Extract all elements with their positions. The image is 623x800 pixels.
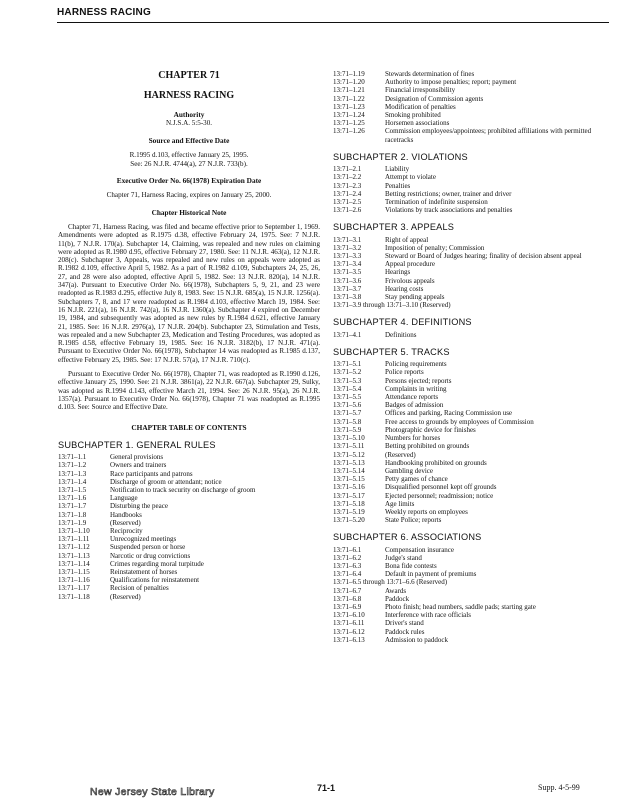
toc-entry (333, 95, 609, 103)
toc-entry (333, 103, 609, 111)
toc-entry (58, 584, 320, 592)
toc-entry (333, 127, 609, 143)
toc-entry (333, 483, 609, 491)
toc-entry (333, 587, 609, 595)
toc-entry (333, 119, 609, 127)
section-number: 13:71–5.13 (333, 458, 365, 467)
authority-text: N.J.S.A. 5:5-30. (165, 118, 213, 127)
section-number: 13:71–1.3 (58, 469, 87, 478)
section-number: 13:71–5.16 (333, 483, 365, 492)
toc-entry (333, 508, 609, 516)
source-line-1: R.1995 d.103, effective January 25, 1995. (129, 151, 249, 160)
section-number: 13:71–5.12 (333, 450, 365, 459)
section-number: 13:71–1.23 (333, 102, 365, 111)
section-title: Frivolous appeals (385, 276, 435, 285)
toc-entry (333, 401, 609, 409)
section-number: 13:71–3.2 (333, 243, 362, 252)
section-title: Crimes regarding moral turpitude (110, 559, 204, 568)
toc-entry (333, 492, 609, 500)
toc-entry (333, 451, 609, 459)
page-number: 71-1 (317, 783, 336, 793)
toc-entry (333, 190, 609, 198)
subchapter-4-list (333, 331, 609, 339)
section-number: 13:71–2.6 (333, 206, 362, 215)
section-title: Police reports (385, 368, 424, 377)
section-number: 13:71–5.1 (333, 360, 362, 369)
section-title: Driver's stand (385, 619, 424, 628)
section-number: 13:71–5.7 (333, 409, 362, 418)
section-number: 13:71–5.2 (333, 368, 362, 377)
toc-entry (333, 434, 609, 442)
toc-entry (58, 478, 320, 486)
section-title: Stay pending appeals (385, 293, 445, 302)
toc-entry (333, 619, 609, 627)
section-title: Photo finish; head numbers, saddle pads; starting gate (385, 603, 536, 612)
history-label: Chapter Historical Note (151, 207, 227, 217)
section-number: 13:71–1.21 (333, 86, 365, 95)
section-title: Right of appeal (385, 235, 429, 244)
section-number: 13:71–1.25 (333, 119, 365, 128)
toc-entry (58, 543, 320, 551)
section-number: 13:71–3.7 (333, 284, 362, 293)
toc-entry (333, 636, 609, 644)
toc-entry (58, 461, 320, 469)
section-number: 13:71–5.8 (333, 417, 362, 426)
section-number: 13:71–3.6 (333, 276, 362, 285)
toc-entry (333, 442, 609, 450)
section-title: General provisions (110, 453, 164, 462)
toc-entry (58, 502, 320, 510)
section-number: 13:71–5.20 (333, 516, 365, 525)
section-title: Disturbing the peace (110, 502, 168, 511)
section-title: Authority to impose penalties; report; payment (385, 78, 517, 87)
source-line-2: See: 26 N.J.R. 4744(a), 27 N.J.R. 733(b). (130, 159, 248, 168)
history-paragraph-2: Pursuant to Executive Order No. 66(1978), Chapter 71, was readopted as R.1990 d.126, effective January 25, 1990. See: 21 N.J.R. 3861(a), 22 N.J.R. 667(a). Subchapter 29, Sulky, was adopted as R.1994 d.143, effective March 21, 1994. See: 26 N.J.R. 95(a), 26 N.J.R. 1357(a). Pursuant to Executive Order No. 66(1978), Chapter 71 was readopted as R.1995 d.103. See: Source and Effective Date. (58, 370, 320, 412)
library-watermark: New Jersey State Library (90, 786, 215, 798)
section-title: Suspended person or horse (110, 543, 186, 552)
toc-entry (333, 562, 609, 570)
section-title: Language (110, 494, 138, 503)
section-number: 13:71–1.19 (333, 70, 365, 78)
section-title: Admission to paddock (385, 635, 448, 644)
section-title: Attendance reports (385, 393, 439, 402)
section-number: 13:71–1.4 (58, 477, 87, 486)
section-number: 13:71–3.8 (333, 293, 362, 302)
section-number: 13:71–1.1 (58, 453, 87, 462)
section-number: 13:71–1.26 (333, 127, 365, 136)
section-number: 13:71–1.20 (333, 78, 365, 87)
section-number: 13:71–6.2 (333, 553, 362, 562)
section-title: Offices and parking, Racing Commission use (385, 409, 513, 418)
section-number: 13:71–5.17 (333, 491, 365, 500)
exec-order-text: Chapter 71, Harness Racing, expires on January 25, 2000. (106, 191, 272, 200)
subchapter-1-list (58, 453, 320, 601)
section-title: Notification to track security on discharge of groom (110, 485, 256, 494)
section-number: 13:71–1.22 (333, 94, 365, 103)
subchapter-2-heading: SUBCHAPTER 2. VIOLATIONS (333, 151, 468, 162)
section-number: 13:71–6.10 (333, 611, 365, 620)
section-title: Qualifications for reinstatement (110, 576, 200, 585)
supplement-date: Supp. 4-5-99 (538, 783, 580, 792)
section-number: 13:71–1.2 (58, 461, 87, 470)
toc-entry (333, 516, 609, 524)
toc-entry (333, 426, 609, 434)
toc-entry (333, 277, 609, 285)
section-title: Penalties (385, 181, 411, 190)
toc-entry (333, 78, 609, 86)
subchapter-6-heading: SUBCHAPTER 6. ASSOCIATIONS (333, 532, 482, 543)
section-title: Commission employees/appointees; prohibited affiliations with permitted racetracks (385, 127, 592, 144)
toc-entry (333, 111, 609, 119)
right-column (333, 70, 609, 644)
section-number: 13:71–1.17 (58, 584, 90, 593)
section-title: Numbers for horses (385, 434, 441, 443)
section-number: 13:71–5.11 (333, 442, 365, 451)
toc-entry (333, 459, 609, 467)
section-number: 13:71–5.3 (333, 376, 362, 385)
subchapter-3-reserved-range: 13:71–3.9 through 13:71–3.10 (Reserved) (333, 301, 451, 310)
subchapter-6-reserved-range: 13:71–6.5 through 13:71–6.6 (Reserved) (333, 578, 448, 587)
toc-entry (333, 198, 609, 206)
section-number: 13:71–2.5 (333, 197, 362, 206)
section-title: Judge's stand (385, 553, 422, 562)
section-title: Free access to grounds by employees of Commission (385, 417, 534, 426)
section-title: Steward or Board of Judges hearing; finality of decision absent appeal (385, 252, 582, 261)
toc-entry (333, 252, 609, 260)
section-number: 13:71–2.4 (333, 189, 362, 198)
toc-entry (58, 511, 320, 519)
section-title: Discharge of groom or attendant; notice (110, 477, 222, 486)
running-head: HARNESS RACING (57, 7, 151, 18)
subchapter-1-heading: SUBCHAPTER 1. GENERAL RULES (58, 439, 216, 450)
section-title: Financial irresponsibility (385, 86, 456, 95)
section-title: Modification of penalties (385, 102, 456, 111)
section-number: 13:71–5.6 (333, 401, 362, 410)
source-label: Source and Effective Date (148, 136, 230, 146)
section-title: Compensation insurance (385, 545, 455, 554)
section-number: 13:71–2.1 (333, 165, 362, 174)
section-title: Narcotic or drug convictions (110, 551, 191, 560)
section-title: Handbooks (110, 510, 142, 519)
section-number: 13:71–1.10 (58, 526, 90, 535)
toc-entry (333, 467, 609, 475)
toc-entry (333, 546, 609, 554)
section-number: 13:71–1.8 (58, 510, 87, 519)
toc-entry (333, 236, 609, 244)
section-title: Ejected personnel; readmission; notice (385, 491, 494, 500)
section-number: 13:71–1.13 (58, 551, 90, 560)
toc-entry (333, 611, 609, 619)
section-title: Stewards determination of fines (385, 70, 475, 78)
section-number: 13:71–2.2 (333, 173, 362, 182)
section-number: 13:71–3.3 (333, 252, 362, 261)
section-title: Appeal procedure (385, 260, 435, 269)
section-title: Owners and trainers (110, 461, 167, 470)
section-title: Violations by track associations and penalties (385, 206, 513, 215)
section-title: Hearings (385, 268, 411, 277)
chapter-title: HARNESS RACING (143, 90, 235, 102)
section-title: Disqualified personnel kept off grounds (385, 483, 497, 492)
section-title: Betting restrictions; owner, trainer and driver (385, 189, 512, 198)
section-number: 13:71–6.8 (333, 594, 362, 603)
section-title: Unrecognized meetings (110, 535, 177, 544)
section-number: 13:71–5.10 (333, 434, 365, 443)
section-number: 13:71–5.4 (333, 384, 362, 393)
section-title: Photographic device for finishes (385, 425, 476, 434)
toc-entry (58, 519, 320, 527)
section-number: 13:71–1.9 (58, 518, 87, 527)
section-number: 13:71–1.5 (58, 485, 87, 494)
section-number: 13:71–1.11 (58, 535, 90, 544)
toc-entry (333, 475, 609, 483)
toc-entry (333, 500, 609, 508)
toc-entry (333, 628, 609, 636)
section-title: Handbooking prohibited on grounds (385, 458, 487, 467)
section-title: Reciprocity (110, 526, 143, 535)
toc-entry (58, 576, 320, 584)
toc-entry (58, 486, 320, 494)
toc-entry (333, 268, 609, 276)
toc-entry (333, 603, 609, 611)
toc-entry (333, 418, 609, 426)
section-number: 13:71–1.24 (333, 111, 365, 120)
section-number: 13:71–1.16 (58, 576, 90, 585)
section-title: Bona fide contests (385, 562, 437, 571)
subchapter-5-list (333, 360, 609, 524)
subchapter-5-heading: SUBCHAPTER 5. TRACKS (333, 346, 450, 357)
toc-entry (333, 385, 609, 393)
toc-entry (58, 494, 320, 502)
section-title: Badges of admission (385, 401, 444, 410)
toc-entry (333, 368, 609, 376)
section-title: Policing requirements (385, 360, 447, 369)
section-number: 13:71–1.14 (58, 559, 90, 568)
history-paragraph-1: Chapter 71, Harness Racing, was filed and became effective prior to September 1, 1969. Amendments were adopted as R.1975 d.38, effective February 24, 1975. See: 7 N.J.R. 11(b), 7 N.J.R. 170(a). Subchapter 14, Claiming, was repealed and new rules on claiming were adopted as R.1980 d.95, effective February 27, 1980. See: 11 N.J.R. 463(a), 12 N.J.R. 208(c). Subchapter 3, Appeals, was repealed and new rules on appeals were adopted as R.1982 d.109, effective April 5, 1982. As a part of R.1982 d.109, Subchapters 24, 25, 26, 27, and 28 were also adopted, effective April 5, 1982. See: 13 N.J.R. 820(a), 14 N.J.R. 347(a). Pursuant to Executive Order No. 66(1978), Subchapters 5, 9, 21, and 23 were readopted as R.1983 d.295, effective July 8, 1983. See: 15 N.J.R. 685(a), 15 N.J.R. 1256(a). Subchapters 7, 8, and 17 were readopted as R.1984 d.103, effective March 19, 1984. See: 16 N.J.R. 221(a), 16 N.J.R. 742(a), 16 N.J.R. 1360(a). Subchapter 4 expired on December 19, 1984, and subsequently was adopted as new rules by R.1984 d.621, effective January 21, 1985. See: 16 N.J.R. 2976(a), 17 N.J.R. 204(b). Subchapter 23, Stimulation and Tests, was repealed and a new Subchapter 23, Medication and Testing Procedures, was adopted as R.1985 d.58, effective February 19, 1985. See: 16 N.J.R. 3182(b), 17 N.J.R. 471(a). Pursuant to Executive Order No. 66(1978), Subchapter 14 was readopted as R.1985 d.137, effective February 25, 1985. See: 17 N.J.R. 57(a), 17 N.J.R. 710(c). (58, 222, 320, 364)
section-number: 13:71–5.15 (333, 475, 365, 484)
section-number: 13:71–6.1 (333, 545, 362, 554)
section-number: 13:71–5.19 (333, 507, 365, 516)
section-number: 13:71–3.1 (333, 235, 362, 244)
section-title: Interference with race officials (385, 611, 471, 620)
toc-entry (333, 285, 609, 293)
section-title: Awards (385, 586, 407, 595)
subchapter-2-list (333, 165, 609, 214)
section-title: Age limits (385, 499, 415, 508)
toc-entry (58, 527, 320, 535)
toc-entry (333, 554, 609, 562)
toc-entry (58, 593, 320, 601)
section-title: (Reserved) (385, 450, 416, 459)
section-title: (Reserved) (110, 592, 141, 601)
section-number: 13:71–6.9 (333, 603, 362, 612)
section-title: Designation of Commission agents (385, 94, 484, 103)
section-number: 13:71–4.1 (333, 330, 362, 339)
toc-entry (58, 535, 320, 543)
section-title: State Police; reports (385, 516, 442, 525)
toc-entry (333, 173, 609, 181)
section-number: 13:71–5.18 (333, 499, 365, 508)
toc-entry (58, 560, 320, 568)
subchapter-6-list-continued (333, 587, 609, 644)
section-title: Definitions (385, 330, 417, 339)
chapter-number: CHAPTER 71 (158, 70, 220, 81)
section-number: 13:71–5.14 (333, 466, 365, 475)
section-number: 13:71–6.7 (333, 586, 362, 595)
toc-entry (333, 360, 609, 368)
section-title: Liability (385, 165, 410, 174)
section-title: Imposition of penalty; Commission (385, 243, 485, 252)
toc-entry (333, 393, 609, 401)
section-number: 13:71–1.15 (58, 567, 90, 576)
toc-entry (333, 182, 609, 190)
section-number: 13:71–6.4 (333, 570, 362, 579)
section-title: Smoking prohibited (385, 111, 441, 120)
section-title: Weekly reports on employees (385, 507, 468, 516)
section-number: 13:71–5.5 (333, 393, 362, 402)
section-title: Petty games of chance (385, 475, 448, 484)
toc-entry (333, 331, 609, 339)
section-title: Hearing costs (385, 284, 424, 293)
section-number: 13:71–6.12 (333, 627, 365, 636)
section-title: Persons ejected; reports (385, 376, 452, 385)
toc-entry (333, 409, 609, 417)
toc-entry (333, 86, 609, 94)
section-number: 13:71–5.9 (333, 425, 362, 434)
toc-entry (333, 595, 609, 603)
section-number: 13:71–6.13 (333, 635, 365, 644)
toc-label: CHAPTER TABLE OF CONTENTS (131, 422, 247, 432)
section-title: Horsemen associations (385, 119, 450, 128)
section-title: Termination of indefinite suspension (385, 197, 488, 206)
section-number: 13:71–1.18 (58, 592, 90, 601)
subchapter-3-list (333, 236, 609, 302)
toc-entry (58, 470, 320, 478)
section-number: 13:71–3.5 (333, 268, 362, 277)
section-title: Paddock rules (385, 627, 425, 636)
toc-entry (333, 377, 609, 385)
authority-label: Authority (173, 109, 205, 119)
section-title: Betting prohibited on grounds (385, 442, 470, 451)
section-title: Default in payment of premiums (385, 570, 477, 579)
section-number: 13:71–3.4 (333, 260, 362, 269)
toc-entry (58, 552, 320, 560)
toc-entry (58, 568, 320, 576)
section-title: Complaints in writing (385, 384, 447, 393)
subchapter-1-list-continued (333, 70, 609, 144)
toc-entry (333, 260, 609, 268)
section-title: Gambling device (385, 466, 434, 475)
section-number: 13:71–1.6 (58, 494, 87, 503)
left-column (58, 67, 320, 601)
toc-entry (333, 244, 609, 252)
section-title: Race participants and patrons (110, 469, 193, 478)
section-title: Paddock (385, 594, 410, 603)
toc-entry (58, 453, 320, 461)
toc-entry (333, 70, 609, 78)
section-title: Reinstatement of horses (110, 567, 178, 576)
section-title: Attempt to violate (385, 173, 436, 182)
header-rule (57, 22, 609, 23)
subchapter-3-heading: SUBCHAPTER 3. APPEALS (333, 222, 455, 233)
section-number: 13:71–2.3 (333, 181, 362, 190)
subchapter-4-heading: SUBCHAPTER 4. DEFINITIONS (333, 317, 472, 328)
section-number: 13:71–6.3 (333, 562, 362, 571)
toc-entry (333, 293, 609, 301)
section-number: 13:71–6.11 (333, 619, 365, 628)
toc-entry (333, 206, 609, 214)
section-title: (Reserved) (110, 518, 141, 527)
section-number: 13:71–1.12 (58, 543, 90, 552)
subchapter-6-list (333, 546, 609, 579)
exec-order-label: Executive Order No. 66(1978) Expiration Date (116, 176, 262, 186)
toc-entry (333, 570, 609, 578)
section-number: 13:71–1.7 (58, 502, 87, 511)
toc-entry (333, 165, 609, 173)
section-title: Recision of penalties (110, 584, 169, 593)
